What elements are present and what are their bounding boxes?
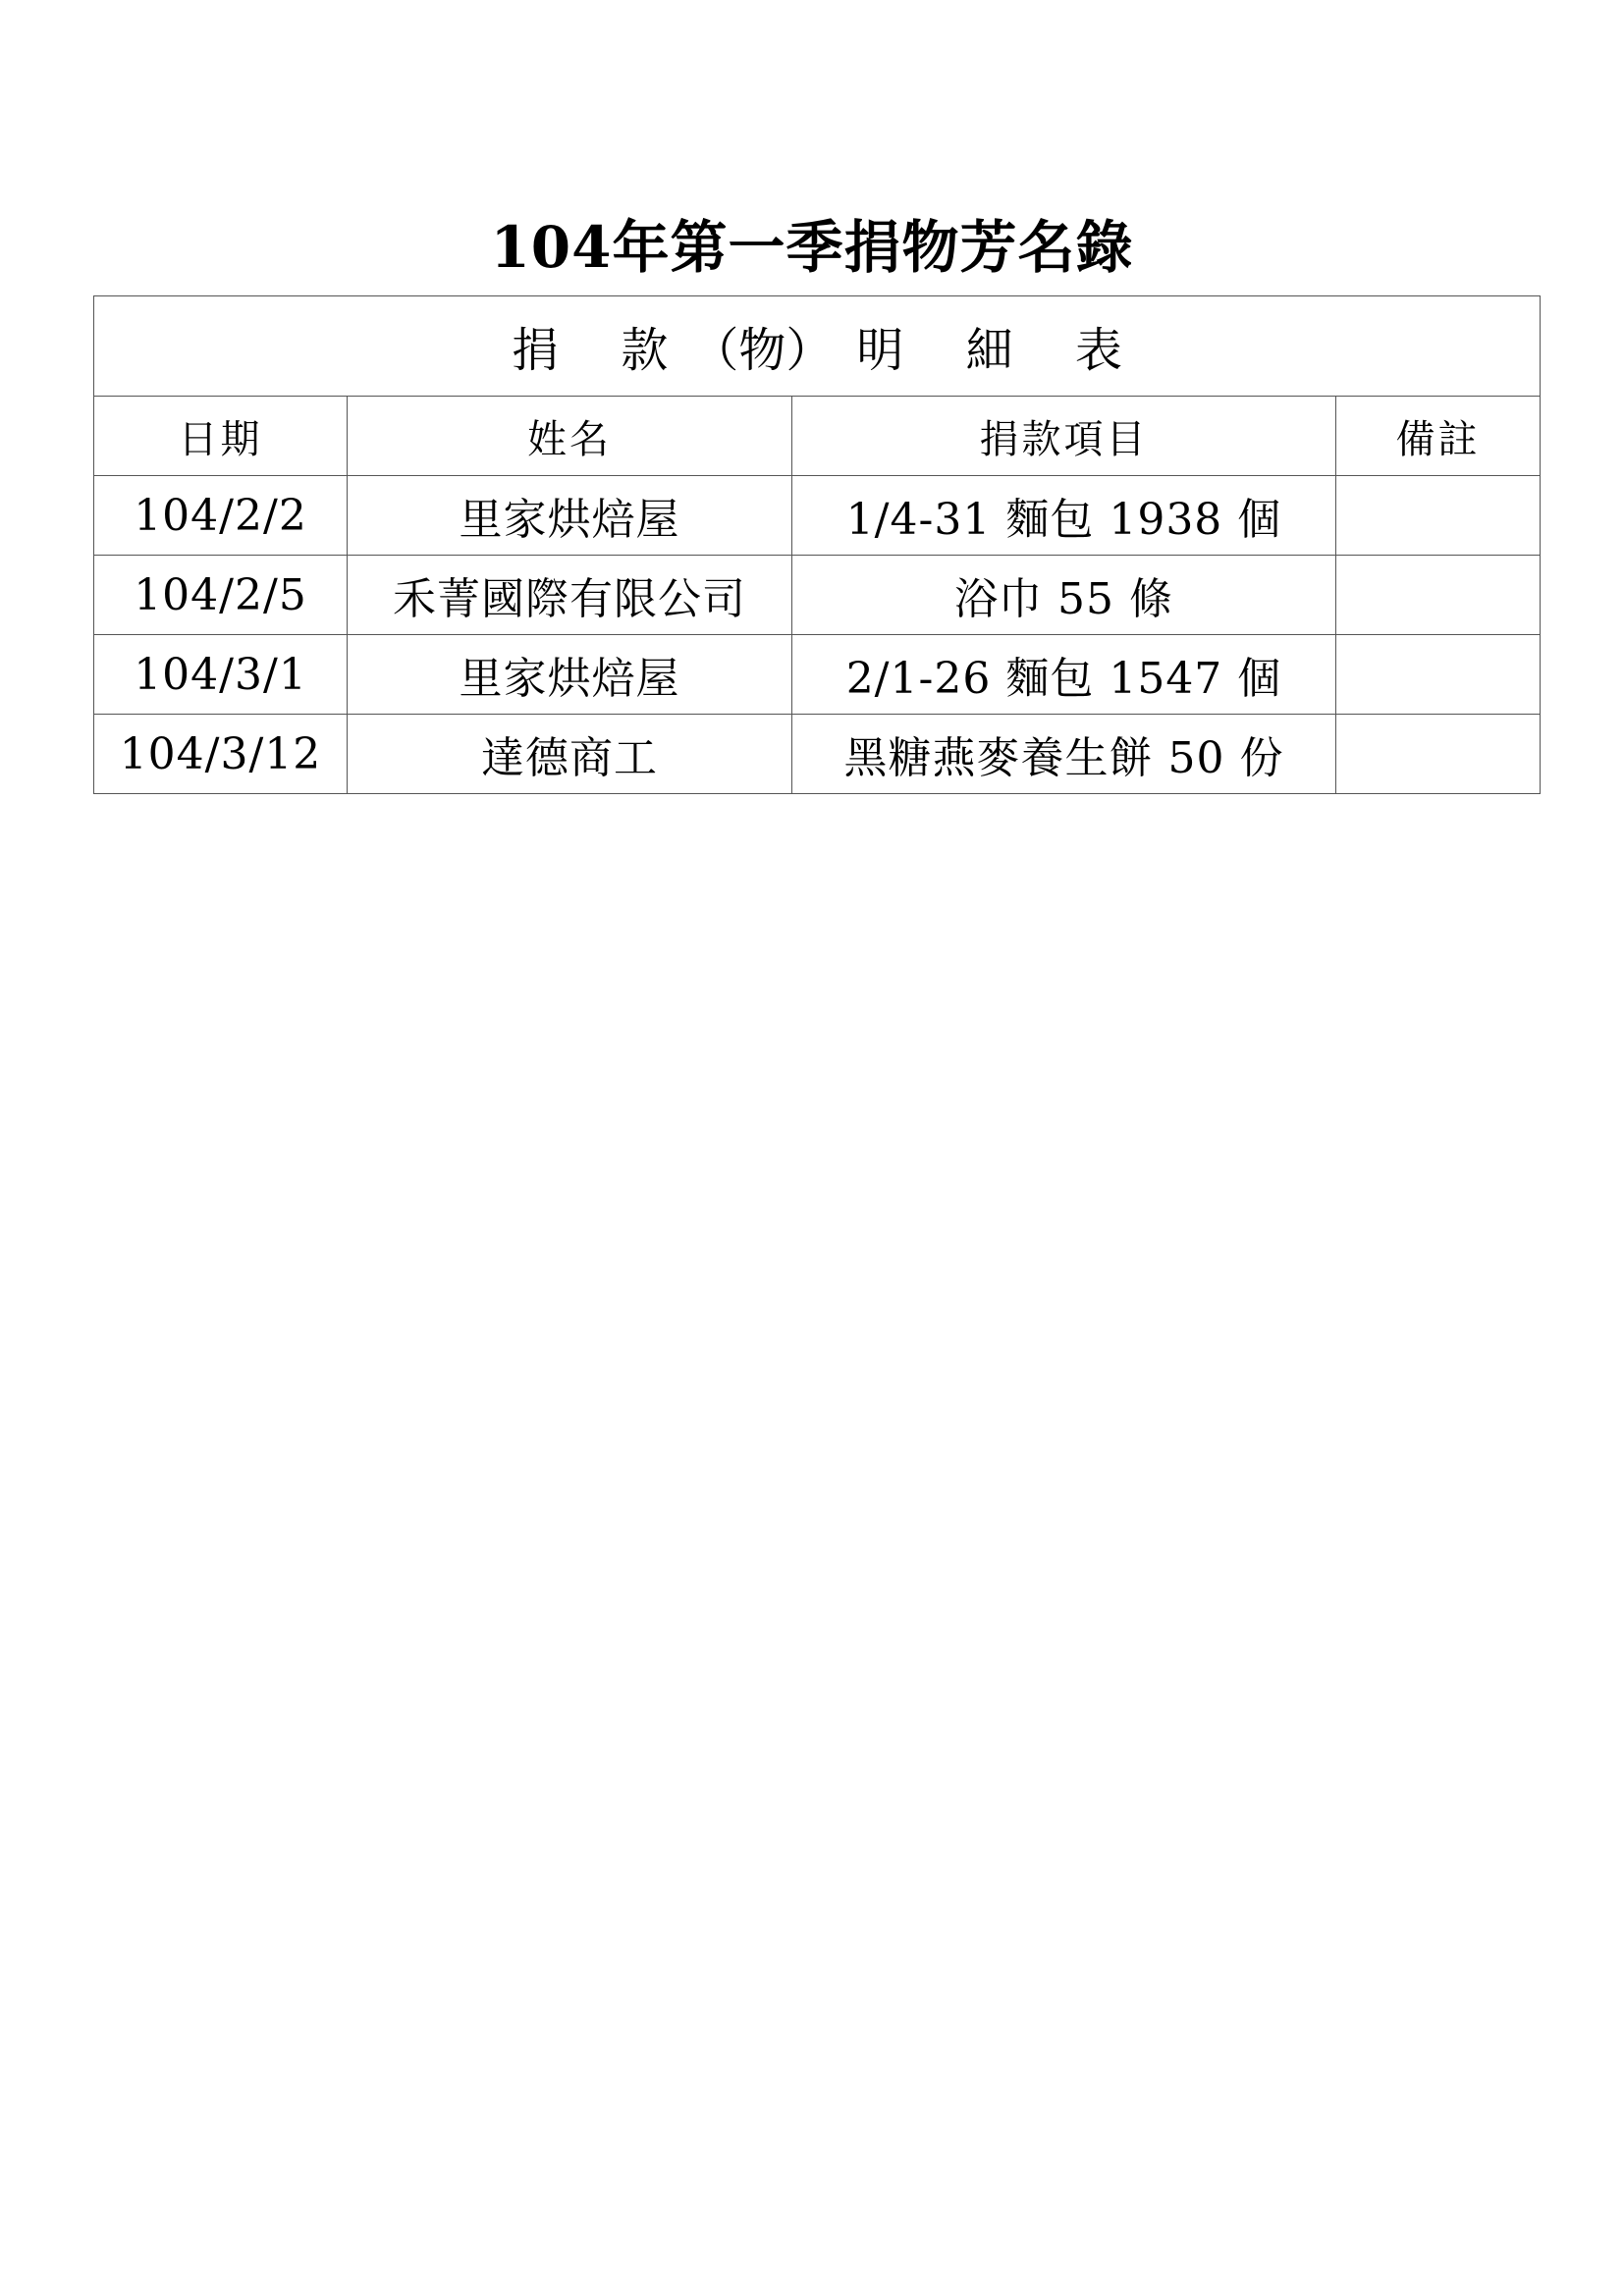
table-row <box>94 556 1541 635</box>
cell-date: 104/2/2 <box>94 476 348 556</box>
table-caption <box>94 296 1541 397</box>
cell-item: 1/4-31 麵包 1938 個 <box>792 476 1336 556</box>
cell-date: 104/2/5 <box>94 556 348 635</box>
cell-name: 禾菁國際有限公司 <box>348 556 792 635</box>
table-row <box>94 635 1541 715</box>
column-header-item: 捐款項目 <box>792 397 1336 476</box>
cell-name: 里家烘焙屋 <box>348 476 792 556</box>
cell-name: 達德商工 <box>348 715 792 794</box>
cell-item: 黑糖燕麥養生餅 50 份 <box>792 715 1336 794</box>
cell-item: 浴巾 55 條 <box>792 556 1336 635</box>
cell-date: 104/3/12 <box>94 715 348 794</box>
cell-note <box>1336 635 1541 715</box>
table-caption-text: 捐 款 （物） 明 細 表 <box>512 323 1122 378</box>
document-title: 104年第一季捐物芳名錄 <box>490 214 1134 281</box>
column-header-date: 日期 <box>94 397 348 476</box>
cell-item: 2/1-26 麵包 1547 個 <box>792 635 1336 715</box>
cell-name: 里家烘焙屋 <box>348 635 792 715</box>
column-header-name: 姓名 <box>348 397 792 476</box>
cell-date: 104/3/1 <box>94 635 348 715</box>
cell-note <box>1336 556 1541 635</box>
column-header-note: 備註 <box>1336 397 1541 476</box>
cell-note <box>1336 476 1541 556</box>
table-caption-row <box>94 296 1541 397</box>
donation-table <box>93 295 1541 794</box>
table-header-row <box>94 397 1541 476</box>
table-row <box>94 715 1541 794</box>
cell-note <box>1336 715 1541 794</box>
table-row <box>94 476 1541 556</box>
